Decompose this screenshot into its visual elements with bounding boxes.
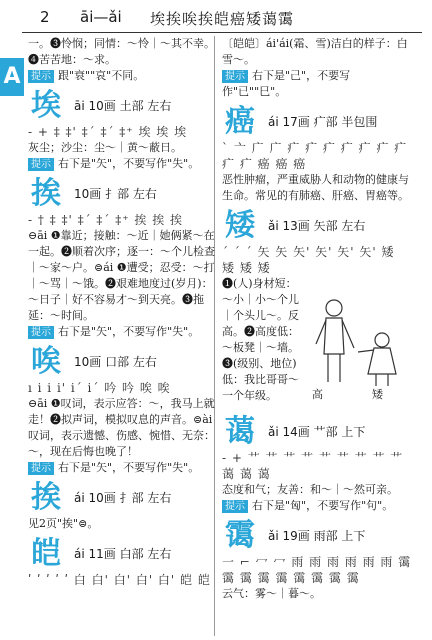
caption-tall: 高 [312,388,323,401]
stroke-order: ʹ ʹ ʹ ʹ ʹ 白 白' 白' 白' 白' 皑 皑 [28,573,211,587]
entry-meta: ǎi 19画 雨部 上下 [268,529,366,543]
headword[interactable]: 皑 [31,536,61,571]
header-rule [22,32,422,33]
stroke-order: ı ⅰ ⅰ ⅰ' ⅰˊ ⅰˊ 吟 吟 唉 唉 [28,381,171,395]
entry-head-ai-mist [222,518,412,554]
tip-row [28,68,218,84]
tip-row [28,460,218,476]
entry-head-ai-kind [222,414,412,450]
entry-meta: ái 11画 白部 左右 [74,547,172,561]
definition: ⊖āi ❶叹词，表示应答：～，我马上就走！❷拟声词，模拟叹息的声音。⊜ài 叹词，表示遗憾、伤感、惋惜、无奈：～，现在后悔也晚了！ [28,397,215,458]
left-column [28,36,218,588]
stroke-order: ` 亠 广 广 疒 疒 疒 疒 疒 疒 疒 疒 疒 癌 癌 癌 [222,141,408,171]
tip-text: 右下是"矢"，不要写作"失"。 [58,325,200,338]
caption-short: 矮 [372,388,383,401]
tip-row [222,498,412,514]
headword[interactable]: 霭 [225,518,255,553]
tip-badge: 提示 [28,462,54,475]
entry-meta: ái 10画 扌部 左右 [74,491,172,505]
entry-meta: ǎi 13画 矢部 左右 [268,219,366,233]
definition: 见2页"挨"⊜。 [28,517,99,530]
tip-text: 右下是"矢"，不要写作"失"。 [58,461,200,474]
headword[interactable]: 挨 [31,176,61,211]
headword[interactable]: 癌 [225,104,255,139]
header-characters: 埃挨唉挨皑癌矮蔼霭 [150,10,295,28]
definition: ⊖āi ❶靠近；接触：～近｜她俩紧～在一起。❷顺着次序；逐一：～个儿检查｜～家～户。⊜ái ❶遭受；忍受：～打｜～骂｜～饿。❷艰难地度过(岁月)：～日子｜好不容易才～到天亮。❸拖延：～时间。 [28,229,215,322]
definition: 云气：雾～｜暮～。 [222,587,321,600]
headword[interactable]: 矮 [225,208,255,243]
tip-text: 跟"衰""哀"不同。 [58,69,145,82]
entry-meta: ǎi 14画 艹部 上下 [268,425,366,439]
section-tab[interactable]: A [0,58,24,96]
definition: 态度和气；友善：和～｜～然可亲。 [222,483,398,496]
entry-meta: ái 17画 疒部 半包围 [268,115,378,129]
page-header [22,4,422,32]
entry-head-ai5 [28,536,218,572]
entry-head-ai4 [28,480,218,516]
pinyin-range: āi—ǎi [80,8,122,26]
stroke-order: - + 艹 艹 艹 艹 艹 艹 艹 艹 艹 蔼 蔼 蔼 [222,451,404,481]
tip-badge: 提示 [28,158,54,171]
definition: 恶性肿瘤，严重威胁人和动物的健康与生命。常见的有肺癌、肝癌、胃癌等。 [222,173,409,202]
headword[interactable]: 唉 [31,344,61,379]
tip-badge: 提示 [222,70,248,83]
continued-text: 一。❸怜悯；同情：～怜｜～其不幸。❹苦苦地：～求。 [28,37,215,66]
tip-badge: 提示 [28,326,54,339]
tip-badge: 提示 [28,70,54,83]
headword[interactable]: 挨 [31,480,61,515]
entry-head-ai1 [28,88,218,124]
entry-meta: āi 10画 土部 左右 [74,99,172,113]
entry-meta: 10画 口部 左右 [74,355,157,369]
tip-row [222,68,412,100]
entry-head-ai-cancer [222,104,412,140]
continued-text: 〔皑皑〕ái'ái(霜、雪)洁白的样子：白雪～。 [222,37,408,66]
headword[interactable]: 埃 [31,88,61,123]
stroke-order: ˊ ˊ ˊ 矢 矢 矢' 矢' 矢' 矢' 矮 矮 矮 矮 [222,245,395,275]
tall-short-illustration [306,294,410,394]
definition: ❶(人)身材短：～小｜小～个儿｜个头儿～。反 高。❷高度低：～板凳｜～墙。❸(级别、地位)低：我比哥哥～一个年级。 [222,277,299,402]
tip-text: 右下是"己"，不要写作"已""巳"。 [222,69,351,98]
tip-badge: 提示 [222,500,248,513]
tip-row [28,156,218,172]
entry-head-ai3 [28,344,218,380]
entry-meta: 10画 扌部 左右 [74,187,157,201]
definition: 灰尘；沙尘：尘～｜黄～蔽日。 [28,141,182,154]
tip-row [28,324,218,340]
stroke-order: 一 ⌐ 冖 冖 雨 雨 雨 雨 雨 雨 霭 霭 霭 霭 霭 霭 霭 霭 霭 [222,555,412,585]
stroke-order: - † ‡ ‡' ‡ˊ ‡ˊ ‡⁺ 挨 挨 挨 [28,213,184,227]
entry-head-ai2 [28,176,218,212]
headword[interactable]: 蔼 [225,414,255,449]
entry-head-ai-short [222,208,412,244]
page-number: 2 [40,8,50,26]
stroke-order: - + ‡ ‡' ‡ˊ ‡ˊ ‡⁺ 埃 埃 埃 [28,125,188,139]
tip-text: 右下是"匈"，不要写作"句"。 [252,499,394,512]
tip-text: 右下是"矢"，不要写作"失"。 [58,157,200,170]
